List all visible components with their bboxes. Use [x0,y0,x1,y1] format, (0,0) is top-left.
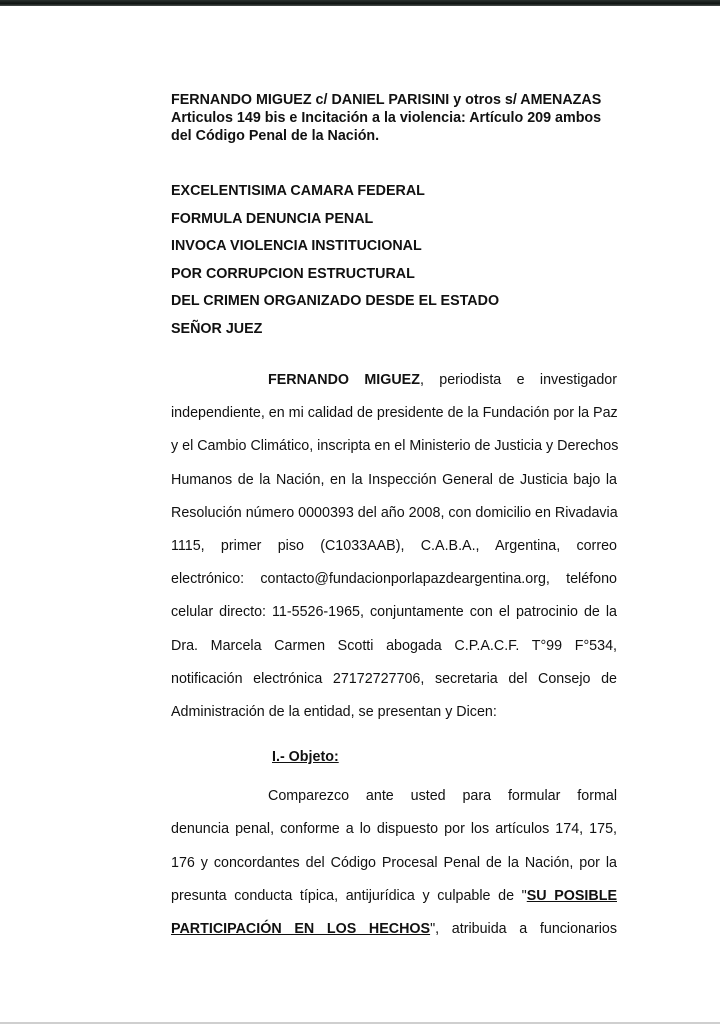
heading-line: DEL CRIMEN ORGANIZADO DESDE EL ESTADO [171,293,500,309]
window-top-bar [0,0,720,6]
intro-line [171,364,617,397]
intro-line: Resolución número 0000393 del año 2008, con domicilio en Rivadavia [171,504,618,521]
objeto-line: Comparezco ante usted para formular formal [268,788,617,805]
objeto-text: presunta conducta típica, antijurídica y culpable de " [171,887,527,904]
intro-line: y el Cambio Climático, inscripta en el Ministerio de Justicia y Derechos [171,438,619,455]
case-caption: FERNANDO MIGUEZ c/ DANIEL PARISINI y otros s/ AMENAZAS Articulos 149 bis e Incitación a la violencia: Artículo 209 ambos del Código Penal de la Nación. [171,92,602,144]
intro-line: Administración de la entidad, se presentan y Dicen: [171,703,497,720]
objeto-text: ", atribuida a funcionarios [430,921,617,937]
objeto-line [171,913,617,946]
emphasis-text: PARTICIPACIÓN EN LOS HECHOS [171,921,431,937]
heading-line: FORMULA DENUNCIA PENAL [171,210,374,227]
objeto-line [171,880,617,913]
intro-line: notificación electrónica 27172727706, secretaria del Consejo de [171,670,617,687]
intro-line: 1115, primer piso (C1033AAB), C.A.B.A., Argentina, correo [171,537,617,554]
heading-line: POR CORRUPCION ESTRUCTURAL [171,265,415,282]
heading-line: INVOCA VIOLENCIA INSTITUCIONAL [171,238,422,254]
intro-line: Dra. Marcela Carmen Scotti abogada C.P.A.C.F. T°99 F°534, [171,637,617,654]
heading-block [171,182,617,347]
complainant-name: FERNANDO MIGUEZ [268,372,420,388]
objeto-line: 176 y concordantes del Código Procesal Penal de la Nación, por la [171,854,617,871]
heading-line: SEÑOR JUEZ [171,320,263,337]
intro-line: electrónico: contacto@fundacionporlapazdeargentina.org, teléfono [171,571,617,588]
intro-line: Humanos de la Nación, en la Inspección General de Justicia bajo la [171,471,617,488]
section-title-objeto: I.- Objeto: [272,749,339,766]
intro-text: , periodista e investigador [419,372,617,388]
document-body [171,364,617,946]
intro-line: celular directo: 11-5526-1965, conjuntamente con el patrocinio de la [171,604,617,621]
objeto-line: denuncia penal, conforme a lo dispuesto por los artículos 174, 175, [171,821,617,838]
emphasis-text: SU POSIBLE [526,887,617,904]
heading-line: EXCELENTISIMA CAMARA FEDERAL [171,183,425,199]
intro-line: independiente, en mi calidad de presidente de la Fundación por la Paz [171,405,618,422]
